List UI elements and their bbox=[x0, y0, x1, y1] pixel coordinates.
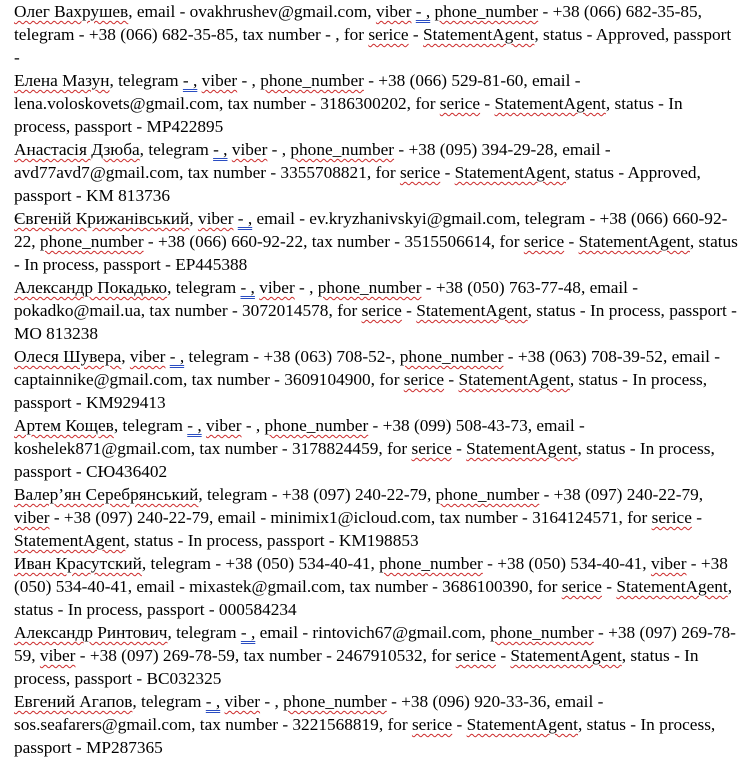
record-text: - bbox=[444, 370, 459, 389]
person-name: Елена Мазун bbox=[14, 71, 110, 90]
grammar-flagged-text: - , bbox=[205, 692, 221, 711]
record-text: - bbox=[408, 25, 424, 44]
spellcheck-flagged-word: viber bbox=[375, 2, 412, 21]
record-paragraph[interactable] bbox=[14, 207, 738, 276]
spellcheck-flagged-word: viber bbox=[197, 209, 234, 228]
spellcheck-flagged-word: serice bbox=[455, 646, 496, 665]
spellcheck-flagged-word: StatementAgent bbox=[510, 646, 622, 665]
grammar-flagged-text: - , bbox=[237, 209, 253, 228]
record-text: - bbox=[480, 94, 495, 113]
grammar-flagged-text: - , bbox=[415, 2, 431, 21]
record-text: , status - In process, passport - KM929413 bbox=[14, 370, 708, 412]
record-text: , telegram bbox=[113, 416, 188, 435]
spellcheck-flagged-word: serice bbox=[403, 370, 445, 389]
person-name: Євгеній Крижанівський bbox=[14, 209, 190, 228]
record-paragraph[interactable] bbox=[14, 345, 738, 414]
record-text: , telegram - +38 (097) 240-22-79, bbox=[198, 485, 436, 504]
spellcheck-flagged-word: viber bbox=[129, 347, 166, 366]
spellcheck-flagged-word: serice bbox=[399, 163, 441, 182]
record-paragraph[interactable] bbox=[14, 276, 738, 345]
spellcheck-flagged-word: StatementAgent bbox=[454, 163, 566, 182]
spellcheck-flagged-word: serice bbox=[368, 25, 409, 44]
record-text: , telegram bbox=[132, 692, 206, 711]
person-name: Олег Вахрушев bbox=[14, 2, 129, 21]
person-name: Александр Покадько bbox=[14, 278, 168, 297]
record-text: - +38 (063) 708-39-52, email - captainnike@gmail.com, tax number - 3609104900, for bbox=[14, 347, 721, 389]
record-text: - +38 (097) 240-22-79, bbox=[539, 485, 704, 504]
record-text: - +38 (050) 534-40-41, bbox=[482, 554, 651, 573]
record-text: - bbox=[691, 508, 702, 527]
spellcheck-flagged-word: serice bbox=[411, 439, 452, 458]
spellcheck-flagged-word: phone_number bbox=[399, 347, 504, 366]
spellcheck-flagged-word: StatementAgent bbox=[466, 439, 578, 458]
record-paragraph[interactable] bbox=[14, 0, 738, 69]
record-paragraph[interactable] bbox=[14, 414, 738, 483]
record-text: - +38 (050) 763-77-48, email - pokadko@mail.ua, tax number - 3072014578, for bbox=[14, 278, 639, 320]
record-text: - +38 (066) 660-92-22, tax number - 3515506614, for bbox=[143, 232, 524, 251]
spellcheck-flagged-word: StatementAgent bbox=[578, 232, 690, 251]
record-paragraph[interactable] bbox=[14, 621, 738, 690]
record-text: , status - In process, passport - СЮ436402 bbox=[14, 439, 715, 481]
spellcheck-flagged-word: viber bbox=[14, 508, 50, 527]
spellcheck-flagged-word: phone_number bbox=[39, 232, 144, 251]
record-text: - bbox=[440, 163, 455, 182]
record-text: - +38 (097) 269-78-59, bbox=[14, 623, 736, 665]
person-name: Анастасія Дзюба bbox=[14, 140, 140, 159]
spellcheck-flagged-word: phone_number bbox=[434, 2, 539, 21]
record-text: , status - In process, passport - EP445388 bbox=[14, 232, 738, 274]
record-text: - , bbox=[294, 278, 318, 297]
record-text: telegram - +38 (063) 708-52-, bbox=[184, 347, 400, 366]
record-text: , telegram bbox=[109, 71, 183, 90]
record-text: , status - Approved, passport - KM 813736 bbox=[14, 163, 701, 205]
record-text: , status - In process, passport - MO 813238 bbox=[14, 301, 737, 343]
record-text: , status - Approved, passport - bbox=[14, 25, 732, 67]
spellcheck-flagged-word: phone_number bbox=[317, 278, 422, 297]
spellcheck-flagged-word: viber bbox=[205, 416, 242, 435]
record-text: - bbox=[564, 232, 579, 251]
spellcheck-flagged-word: phone_number bbox=[283, 692, 387, 711]
record-paragraph[interactable] bbox=[14, 138, 738, 207]
record-paragraph[interactable] bbox=[14, 483, 738, 552]
record-paragraph[interactable] bbox=[14, 690, 738, 759]
spellcheck-flagged-word: viber bbox=[650, 554, 687, 573]
person-name: Олеся Шувера bbox=[14, 347, 122, 366]
spellcheck-flagged-word: viber bbox=[224, 692, 261, 711]
grammar-flagged-text: - , bbox=[213, 140, 228, 159]
person-name: Артем Кощев bbox=[14, 416, 114, 435]
record-text: - +38 (099) 508-43-73, email - koshelek871@gmail.com, tax number - 3178824459, for bbox=[14, 416, 585, 458]
record-text: - , bbox=[267, 140, 291, 159]
record-text: - +38 (097) 240-22-79, email - minimix1@icloud.com, tax number - 3164124571, for bbox=[49, 508, 652, 527]
spellcheck-flagged-word: phone_number bbox=[435, 485, 540, 504]
spellcheck-flagged-word: serice bbox=[523, 232, 565, 251]
record-text: , telegram - +38 (050) 534-40-41, bbox=[141, 554, 380, 573]
record-text: , telegram bbox=[167, 623, 241, 642]
record-text: , status - In process, passport - MP287365 bbox=[14, 715, 716, 757]
person-name: Евгений Агапов bbox=[14, 692, 133, 711]
spellcheck-flagged-word: serice bbox=[651, 508, 692, 527]
spellcheck-flagged-word: viber bbox=[231, 140, 268, 159]
person-name: Иван Красутский bbox=[14, 554, 142, 573]
grammar-flagged-text: - , bbox=[182, 71, 198, 90]
spellcheck-flagged-word: serice bbox=[361, 301, 402, 320]
person-name: Валер’ян Серебрянський bbox=[14, 485, 199, 504]
record-text: - , bbox=[237, 71, 261, 90]
spellcheck-flagged-word: StatementAgent bbox=[14, 531, 126, 550]
spellcheck-flagged-word: StatementAgent bbox=[616, 577, 728, 596]
record-text: , bbox=[121, 347, 130, 366]
record-paragraph[interactable] bbox=[14, 69, 738, 138]
record-text: email - rintovich67@gmail.com, bbox=[255, 623, 491, 642]
spellcheck-flagged-word: StatementAgent bbox=[423, 25, 535, 44]
record-text: - bbox=[452, 715, 467, 734]
spellcheck-flagged-word: viber bbox=[201, 71, 238, 90]
spellcheck-flagged-word: phone_number bbox=[379, 554, 483, 573]
record-paragraph[interactable] bbox=[14, 552, 738, 621]
record-text: - , bbox=[260, 692, 284, 711]
record-text: - , bbox=[241, 416, 265, 435]
record-text: - +38 (096) 920-33-36, email - sos.seafarers@gmail.com, tax number - 3221568819, for bbox=[14, 692, 604, 734]
record-text: , status - In process, passport - MP422895 bbox=[14, 94, 683, 136]
spellcheck-flagged-word: serice bbox=[411, 715, 453, 734]
spellcheck-flagged-word: StatementAgent bbox=[466, 715, 578, 734]
spellcheck-flagged-word: serice bbox=[439, 94, 481, 113]
record-text: - bbox=[451, 439, 467, 458]
spellcheck-flagged-word: phone_number bbox=[260, 71, 364, 90]
spellcheck-flagged-word: StatementAgent bbox=[458, 370, 570, 389]
grammar-flagged-text: - , bbox=[169, 347, 185, 366]
spellcheck-flagged-word: phone_number bbox=[290, 140, 395, 159]
spellcheck-flagged-word: viber bbox=[259, 278, 295, 297]
record-text: - +38 (097) 269-78-59, tax number - 2467910532, for bbox=[75, 646, 456, 665]
record-text: - bbox=[496, 646, 511, 665]
record-text: , bbox=[189, 209, 198, 228]
spellcheck-flagged-word: StatementAgent bbox=[494, 94, 606, 113]
record-text: email - ev.kryzhanivskyi@gmail.com, telegram - +38 (066) 660-92-22, bbox=[14, 209, 728, 251]
record-text: - +38 (095) 394-29-28, email - avd77avd7@gmail.com, tax number - 3355708821, for bbox=[14, 140, 611, 182]
grammar-flagged-text: - , bbox=[240, 623, 256, 642]
record-text: - +38 (066) 682-35-85, telegram - +38 (066) 682-35-85, tax number - , for bbox=[14, 2, 702, 44]
record-text: , telegram bbox=[167, 278, 241, 297]
record-text: - +38 (066) 529-81-60, email - lena.voloskovets@gmail.com, tax number - 3186300202, for bbox=[14, 71, 581, 113]
person-name: Александр Ринтович bbox=[14, 623, 168, 642]
spellcheck-flagged-word: phone_number bbox=[490, 623, 594, 642]
record-text: , email - ovakhrushev@gmail.com, bbox=[128, 2, 376, 21]
record-text: - bbox=[601, 577, 617, 596]
record-text: , status - In process, passport - 000584234 bbox=[14, 577, 733, 619]
spellcheck-flagged-word: serice bbox=[561, 577, 602, 596]
record-text: - bbox=[401, 301, 417, 320]
grammar-flagged-text: - , bbox=[187, 416, 202, 435]
record-text: , status - In process, passport - KM198853 bbox=[125, 531, 419, 550]
grammar-flagged-text: - , bbox=[240, 278, 255, 297]
record-text: - +38 (050) 534-40-41, email - mixastek@gmail.com, tax number - 3686100390, for bbox=[14, 554, 728, 596]
spellcheck-flagged-word: phone_number bbox=[264, 416, 369, 435]
spellcheck-flagged-word: StatementAgent bbox=[416, 301, 528, 320]
spellcheck-flagged-word: viber bbox=[39, 646, 76, 665]
record-text: , status - In process, passport - BC032325 bbox=[14, 646, 699, 688]
record-text: , telegram bbox=[139, 140, 214, 159]
